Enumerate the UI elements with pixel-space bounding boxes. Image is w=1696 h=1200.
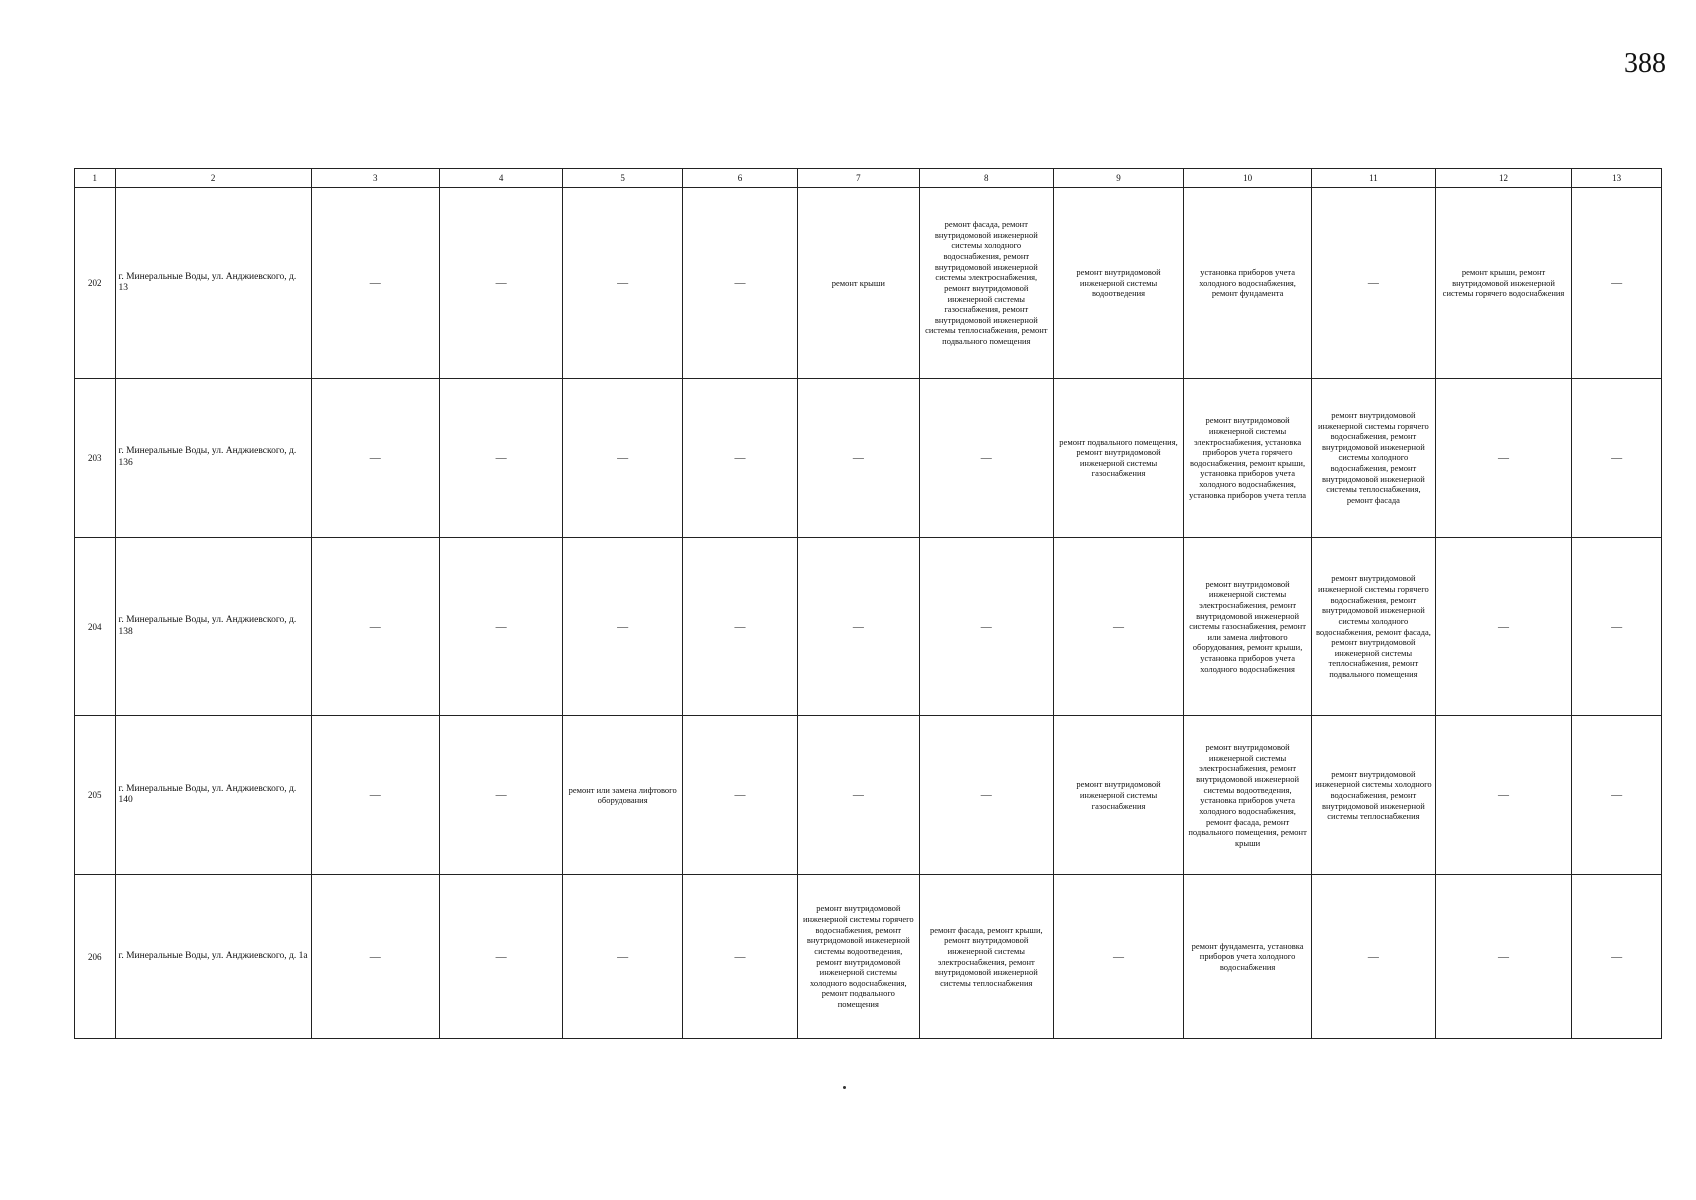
address-cell: г. Минеральные Воды, ул. Анджиевского, д. 13: [115, 188, 311, 379]
row-number: 205: [75, 716, 116, 875]
repair-schedule-table: [74, 168, 1662, 1039]
table-row: [75, 537, 1662, 716]
work-cell: ремонт фасада, ремонт внутридомовой инженерной системы холодного водоснабжения, ремонт внутридомовой инженерной системы электроснабжения, ремонт внутридомовой инженерной системы газоснабжения, ремонт внутридомовой инженерной системы теплоснабжения, ремонт подвального помещения: [919, 188, 1053, 379]
empty-cell-dash: —: [1312, 188, 1436, 379]
row-number: 203: [75, 378, 116, 537]
empty-cell-dash: —: [311, 875, 439, 1039]
address-cell: г. Минеральные Воды, ул. Анджиевского, д. 136: [115, 378, 311, 537]
column-header: 11: [1312, 169, 1436, 188]
work-cell: ремонт или замена лифтового оборудования: [563, 716, 682, 875]
empty-cell-dash: —: [563, 188, 682, 379]
work-cell: ремонт фундамента, установка приборов учета холодного водоснабжения: [1184, 875, 1312, 1039]
column-header: 12: [1435, 169, 1572, 188]
work-cell: ремонт внутридомовой инженерной системы газоснабжения: [1053, 716, 1183, 875]
empty-cell-dash: —: [1053, 537, 1183, 716]
row-number: 202: [75, 188, 116, 379]
empty-cell-dash: —: [682, 537, 797, 716]
empty-cell-dash: —: [682, 875, 797, 1039]
empty-cell-dash: —: [1053, 875, 1183, 1039]
column-header: 8: [919, 169, 1053, 188]
empty-cell-dash: —: [919, 378, 1053, 537]
empty-cell-dash: —: [563, 875, 682, 1039]
empty-cell-dash: —: [1572, 716, 1662, 875]
address-cell: г. Минеральные Воды, ул. Анджиевского, д. 1а: [115, 875, 311, 1039]
column-header: 2: [115, 169, 311, 188]
column-header: 4: [439, 169, 563, 188]
work-cell: установка приборов учета холодного водоснабжения, ремонт фундамента: [1184, 188, 1312, 379]
work-cell: ремонт крыши: [798, 188, 920, 379]
address-cell: г. Минеральные Воды, ул. Анджиевского, д. 138: [115, 537, 311, 716]
empty-cell-dash: —: [682, 716, 797, 875]
empty-cell-dash: —: [439, 188, 563, 379]
empty-cell-dash: —: [439, 716, 563, 875]
row-number: 204: [75, 537, 116, 716]
empty-cell-dash: —: [1572, 875, 1662, 1039]
empty-cell-dash: —: [439, 875, 563, 1039]
column-header: 1: [75, 169, 116, 188]
column-header: 13: [1572, 169, 1662, 188]
empty-cell-dash: —: [682, 188, 797, 379]
empty-cell-dash: —: [798, 537, 920, 716]
empty-cell-dash: —: [311, 537, 439, 716]
column-header: 3: [311, 169, 439, 188]
empty-cell-dash: —: [1435, 716, 1572, 875]
column-number-row: [75, 169, 1662, 188]
work-cell: ремонт внутридомовой инженерной системы горячего водоснабжения, ремонт внутридомовой инженерной системы холодного водоснабжения, ремонт внутридомовой инженерной системы теплоснабжения, ремонт фасада: [1312, 378, 1436, 537]
empty-cell-dash: —: [682, 378, 797, 537]
table-row: [75, 875, 1662, 1039]
work-cell: ремонт крыши, ремонт внутридомовой инженерной системы горячего водоснабжения: [1435, 188, 1572, 379]
work-cell: ремонт внутридомовой инженерной системы электроснабжения, установка приборов учета горячего водоснабжения, ремонт крыши, установка приборов учета холодного водоснабжения, установка приборов учета тепла: [1184, 378, 1312, 537]
address-cell: г. Минеральные Воды, ул. Анджиевского, д. 140: [115, 716, 311, 875]
empty-cell-dash: —: [1572, 188, 1662, 379]
table-row: [75, 716, 1662, 875]
table-row: [75, 188, 1662, 379]
column-header: 10: [1184, 169, 1312, 188]
empty-cell-dash: —: [563, 537, 682, 716]
work-cell: ремонт внутридомовой инженерной системы холодного водоснабжения, ремонт внутридомовой инженерной системы теплоснабжения: [1312, 716, 1436, 875]
work-cell: ремонт внутридомовой инженерной системы электроснабжения, ремонт внутридомовой инженерной системы водоотведения, установка приборов учета холодного водоснабжения, ремонт фасада, ремонт подвального помещения, ремонт крыши: [1184, 716, 1312, 875]
empty-cell-dash: —: [798, 716, 920, 875]
work-cell: ремонт подвального помещения, ремонт внутридомовой инженерной системы газоснабжения: [1053, 378, 1183, 537]
empty-cell-dash: —: [919, 537, 1053, 716]
empty-cell-dash: —: [919, 716, 1053, 875]
empty-cell-dash: —: [1435, 537, 1572, 716]
work-cell: ремонт фасада, ремонт крыши, ремонт внутридомовой инженерной системы электроснабжения, ремонт внутридомовой инженерной системы теплоснабжения: [919, 875, 1053, 1039]
column-header: 6: [682, 169, 797, 188]
table-row: [75, 378, 1662, 537]
empty-cell-dash: —: [311, 188, 439, 379]
empty-cell-dash: —: [1572, 378, 1662, 537]
work-cell: ремонт внутридомовой инженерной системы водоотведения: [1053, 188, 1183, 379]
empty-cell-dash: —: [439, 378, 563, 537]
work-cell: ремонт внутридомовой инженерной системы электроснабжения, ремонт внутридомовой инженерной системы газоснабжения, ремонт или замена лифтового оборудования, ремонт крыши, установка приборов учета холодного водоснабжения: [1184, 537, 1312, 716]
empty-cell-dash: —: [798, 378, 920, 537]
empty-cell-dash: —: [1435, 378, 1572, 537]
column-header: 9: [1053, 169, 1183, 188]
work-cell: ремонт внутридомовой инженерной системы горячего водоснабжения, ремонт внутридомовой инженерной системы холодного водоснабжения, ремонт фасада, ремонт внутридомовой инженерной системы теплоснабжения, ремонт подвального помещения: [1312, 537, 1436, 716]
empty-cell-dash: —: [1572, 537, 1662, 716]
empty-cell-dash: —: [311, 378, 439, 537]
empty-cell-dash: —: [1435, 875, 1572, 1039]
page-number: 388: [1624, 48, 1666, 79]
work-cell: ремонт внутридомовой инженерной системы горячего водоснабжения, ремонт внутридомовой инженерной системы водоотведения, ремонт внутридомовой инженерной системы холодного водоснабжения, ремонт подвального помещения: [798, 875, 920, 1039]
column-header: 7: [798, 169, 920, 188]
empty-cell-dash: —: [311, 716, 439, 875]
empty-cell-dash: —: [439, 537, 563, 716]
scan-speck: [843, 1086, 846, 1089]
empty-cell-dash: —: [1312, 875, 1436, 1039]
column-header: 5: [563, 169, 682, 188]
row-number: 206: [75, 875, 116, 1039]
empty-cell-dash: —: [563, 378, 682, 537]
